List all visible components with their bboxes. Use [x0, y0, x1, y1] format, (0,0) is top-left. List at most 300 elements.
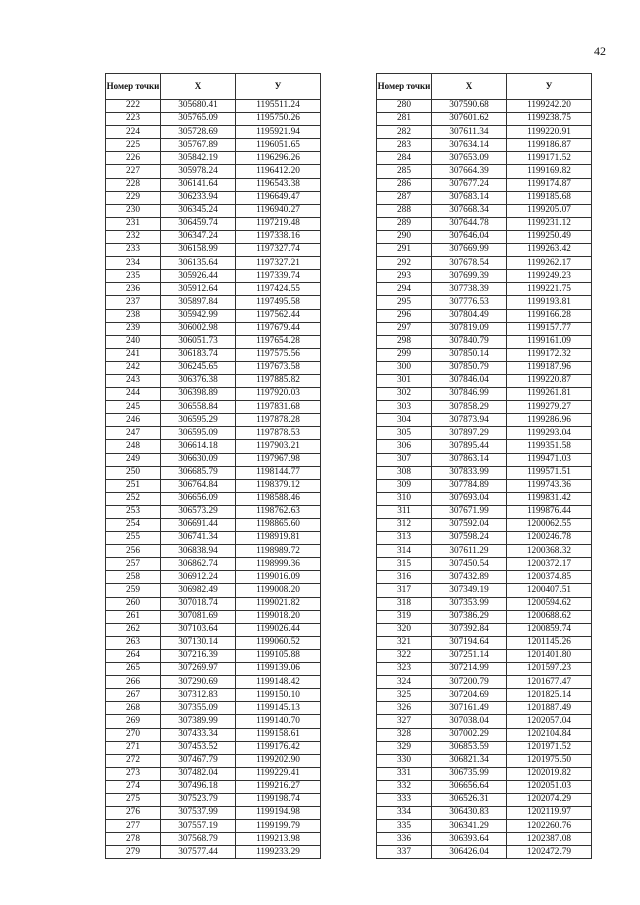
cell-point-number: 288 — [377, 204, 432, 217]
table-row — [377, 545, 592, 558]
cell-y: 1201971.52 — [507, 741, 592, 754]
table-row — [377, 532, 592, 545]
cell-x: 306838.94 — [161, 545, 236, 558]
table-row — [377, 453, 592, 466]
cell-x: 306573.29 — [161, 505, 236, 518]
cell-x: 306158.99 — [161, 244, 236, 257]
cell-y: 1201597.23 — [507, 663, 592, 676]
cell-y: 1201677.47 — [507, 676, 592, 689]
cell-point-number: 320 — [377, 623, 432, 636]
cell-y: 1202472.79 — [507, 846, 592, 859]
cell-point-number: 242 — [106, 361, 161, 374]
cell-x: 306347.24 — [161, 230, 236, 243]
cell-y: 1199743.36 — [507, 479, 592, 492]
table-row — [377, 152, 592, 165]
cell-x: 307103.64 — [161, 623, 236, 636]
cell-x: 307290.69 — [161, 676, 236, 689]
cell-x: 307557.19 — [161, 820, 236, 833]
cell-point-number: 307 — [377, 453, 432, 466]
cell-x: 306735.99 — [432, 767, 507, 780]
table-row — [377, 165, 592, 178]
table-row — [377, 636, 592, 649]
cell-x: 306656.64 — [432, 780, 507, 793]
table-row — [377, 492, 592, 505]
cell-y: 1202074.29 — [507, 793, 592, 806]
table-row — [106, 636, 321, 649]
cell-y: 1199198.74 — [236, 793, 321, 806]
cell-x: 307389.99 — [161, 715, 236, 728]
cell-x: 307214.99 — [432, 663, 507, 676]
cell-point-number: 243 — [106, 374, 161, 387]
cell-x: 305680.41 — [161, 100, 236, 113]
cell-y: 1199249.23 — [507, 270, 592, 283]
cell-x: 307840.79 — [432, 335, 507, 348]
table-row — [377, 505, 592, 518]
cell-y: 1199213.98 — [236, 833, 321, 846]
cell-x: 307611.29 — [432, 545, 507, 558]
cell-y: 1199186.87 — [507, 139, 592, 152]
cell-y: 1199139.06 — [236, 663, 321, 676]
table-row — [106, 348, 321, 361]
table-row — [106, 401, 321, 414]
cell-x: 307216.39 — [161, 649, 236, 662]
cell-x: 306183.74 — [161, 348, 236, 361]
cell-point-number: 322 — [377, 649, 432, 662]
table-row — [377, 270, 592, 283]
table-row — [377, 217, 592, 230]
cell-x: 306614.18 — [161, 440, 236, 453]
table-row — [106, 754, 321, 767]
table-row — [106, 610, 321, 623]
cell-y: 1199202.90 — [236, 754, 321, 767]
cell-y: 1199008.20 — [236, 584, 321, 597]
cell-x: 305728.69 — [161, 126, 236, 139]
cell-x: 306135.64 — [161, 257, 236, 270]
cell-point-number: 285 — [377, 165, 432, 178]
table-row — [106, 728, 321, 741]
table-row — [106, 453, 321, 466]
cell-x: 307895.44 — [432, 440, 507, 453]
cell-x: 307568.79 — [161, 833, 236, 846]
cell-point-number: 244 — [106, 388, 161, 401]
table-row — [377, 479, 592, 492]
table-row — [106, 466, 321, 479]
table-row — [377, 702, 592, 715]
cell-y: 1200407.51 — [507, 584, 592, 597]
cell-point-number: 312 — [377, 519, 432, 532]
cell-x: 307644.78 — [432, 217, 507, 230]
cell-x: 306656.09 — [161, 492, 236, 505]
table-row — [106, 113, 321, 126]
table-row — [106, 335, 321, 348]
cell-y: 1197878.53 — [236, 427, 321, 440]
cell-y: 1202119.97 — [507, 807, 592, 820]
cell-y: 1199150.10 — [236, 689, 321, 702]
cell-point-number: 325 — [377, 689, 432, 702]
table-row — [106, 296, 321, 309]
table-row — [106, 139, 321, 152]
cell-point-number: 252 — [106, 492, 161, 505]
table-row — [106, 532, 321, 545]
table-row — [377, 741, 592, 754]
cell-y: 1196412.20 — [236, 165, 321, 178]
cell-point-number: 266 — [106, 676, 161, 689]
cell-x: 307601.62 — [432, 113, 507, 126]
cell-x: 307668.34 — [432, 204, 507, 217]
cell-y: 1197424.55 — [236, 283, 321, 296]
table-body-right — [377, 100, 592, 859]
cell-y: 1199199.79 — [236, 820, 321, 833]
cell-y: 1198865.60 — [236, 519, 321, 532]
cell-y: 1199221.75 — [507, 283, 592, 296]
cell-point-number: 311 — [377, 505, 432, 518]
cell-point-number: 296 — [377, 309, 432, 322]
cell-x: 307386.29 — [432, 610, 507, 623]
table-row — [106, 479, 321, 492]
cell-y: 1197338.16 — [236, 230, 321, 243]
table-row — [377, 361, 592, 374]
cell-x: 307592.04 — [432, 519, 507, 532]
page-number: 42 — [594, 44, 606, 58]
cell-x: 307598.24 — [432, 532, 507, 545]
table-row — [106, 440, 321, 453]
table-row — [377, 309, 592, 322]
cell-y: 1199166.28 — [507, 309, 592, 322]
cell-point-number: 321 — [377, 636, 432, 649]
cell-point-number: 241 — [106, 348, 161, 361]
cell-point-number: 329 — [377, 741, 432, 754]
table-row — [106, 545, 321, 558]
table-row — [377, 623, 592, 636]
cell-point-number: 308 — [377, 466, 432, 479]
cell-x: 307453.52 — [161, 741, 236, 754]
cell-x: 307482.04 — [161, 767, 236, 780]
table-row — [377, 126, 592, 139]
cell-x: 307450.54 — [432, 558, 507, 571]
cell-y: 1197495.58 — [236, 296, 321, 309]
cell-point-number: 318 — [377, 597, 432, 610]
table-row — [377, 689, 592, 702]
cell-x: 305842.19 — [161, 152, 236, 165]
cell-y: 1200859.74 — [507, 623, 592, 636]
cell-point-number: 315 — [377, 558, 432, 571]
cell-point-number: 251 — [106, 479, 161, 492]
cell-y: 1202019.82 — [507, 767, 592, 780]
cell-y: 1197327.21 — [236, 257, 321, 270]
cell-x: 307664.39 — [432, 165, 507, 178]
cell-point-number: 256 — [106, 545, 161, 558]
table-row — [377, 440, 592, 453]
cell-x: 306741.34 — [161, 532, 236, 545]
cell-x: 307496.18 — [161, 780, 236, 793]
table-row — [106, 322, 321, 335]
cell-y: 1199220.91 — [507, 126, 592, 139]
cell-point-number: 327 — [377, 715, 432, 728]
cell-point-number: 305 — [377, 427, 432, 440]
table-row — [377, 584, 592, 597]
table-row — [106, 715, 321, 728]
table-row — [377, 466, 592, 479]
cell-y: 1199351.58 — [507, 440, 592, 453]
cell-y: 1197575.56 — [236, 348, 321, 361]
table-row — [377, 663, 592, 676]
cell-point-number: 267 — [106, 689, 161, 702]
cell-point-number: 300 — [377, 361, 432, 374]
cell-x: 306595.29 — [161, 414, 236, 427]
cell-x: 307784.89 — [432, 479, 507, 492]
cell-point-number: 293 — [377, 270, 432, 283]
table-row — [106, 702, 321, 715]
cell-x: 307693.04 — [432, 492, 507, 505]
cell-point-number: 309 — [377, 479, 432, 492]
cell-x: 307577.44 — [161, 846, 236, 859]
cell-y: 1200688.62 — [507, 610, 592, 623]
cell-y: 1199229.41 — [236, 767, 321, 780]
cell-point-number: 337 — [377, 846, 432, 859]
cell-point-number: 263 — [106, 636, 161, 649]
table-row — [106, 361, 321, 374]
cell-y: 1197327.74 — [236, 244, 321, 257]
cell-y: 1197967.98 — [236, 453, 321, 466]
cell-x: 307467.79 — [161, 754, 236, 767]
cell-x: 307251.14 — [432, 649, 507, 662]
cell-y: 1200246.78 — [507, 532, 592, 545]
cell-y: 1195750.26 — [236, 113, 321, 126]
cell-point-number: 248 — [106, 440, 161, 453]
cell-x: 307204.69 — [432, 689, 507, 702]
cell-point-number: 306 — [377, 440, 432, 453]
table-row — [106, 414, 321, 427]
cell-y: 1195921.94 — [236, 126, 321, 139]
cell-point-number: 245 — [106, 401, 161, 414]
cell-x: 307353.99 — [432, 597, 507, 610]
cell-point-number: 223 — [106, 113, 161, 126]
cell-x: 307355.09 — [161, 702, 236, 715]
cell-y: 1198919.81 — [236, 532, 321, 545]
cell-y: 1199262.17 — [507, 257, 592, 270]
table-row — [377, 767, 592, 780]
table-row — [377, 597, 592, 610]
table-row — [377, 519, 592, 532]
cell-y: 1199231.12 — [507, 217, 592, 230]
cell-point-number: 336 — [377, 833, 432, 846]
cell-x: 307819.09 — [432, 322, 507, 335]
table-row — [377, 401, 592, 414]
cell-y: 1199876.44 — [507, 505, 592, 518]
cell-point-number: 302 — [377, 388, 432, 401]
cell-x: 307392.84 — [432, 623, 507, 636]
table-row — [377, 676, 592, 689]
table-row — [106, 519, 321, 532]
cell-x: 307850.14 — [432, 348, 507, 361]
cell-point-number: 273 — [106, 767, 161, 780]
cell-point-number: 237 — [106, 296, 161, 309]
cell-x: 307683.14 — [432, 191, 507, 204]
cell-point-number: 250 — [106, 466, 161, 479]
table-row — [377, 558, 592, 571]
cell-x: 306426.04 — [432, 846, 507, 859]
cell-point-number: 255 — [106, 532, 161, 545]
cell-y: 1197679.44 — [236, 322, 321, 335]
cell-x: 305942.99 — [161, 309, 236, 322]
cell-y: 1199060.52 — [236, 636, 321, 649]
table-row — [377, 715, 592, 728]
cell-point-number: 331 — [377, 767, 432, 780]
cell-point-number: 271 — [106, 741, 161, 754]
cell-x: 305926.44 — [161, 270, 236, 283]
cell-y: 1199145.13 — [236, 702, 321, 715]
table-row — [377, 649, 592, 662]
table-row — [377, 100, 592, 113]
cell-x: 306376.38 — [161, 374, 236, 387]
cell-point-number: 298 — [377, 335, 432, 348]
cell-point-number: 301 — [377, 374, 432, 387]
table-row — [377, 348, 592, 361]
cell-x: 307269.97 — [161, 663, 236, 676]
cell-y: 1201401.80 — [507, 649, 592, 662]
cell-x: 307018.74 — [161, 597, 236, 610]
cell-x: 306393.64 — [432, 833, 507, 846]
cell-point-number: 289 — [377, 217, 432, 230]
cell-y: 1199021.82 — [236, 597, 321, 610]
cell-y: 1199220.87 — [507, 374, 592, 387]
cell-x: 307858.29 — [432, 401, 507, 414]
table-row — [106, 374, 321, 387]
cell-point-number: 290 — [377, 230, 432, 243]
cell-point-number: 225 — [106, 139, 161, 152]
cell-y: 1198144.77 — [236, 466, 321, 479]
cell-point-number: 249 — [106, 453, 161, 466]
cell-x: 305897.84 — [161, 296, 236, 309]
cell-point-number: 274 — [106, 780, 161, 793]
table-row — [377, 388, 592, 401]
cell-y: 1197339.74 — [236, 270, 321, 283]
cell-y: 1198379.12 — [236, 479, 321, 492]
cell-x: 307349.19 — [432, 584, 507, 597]
cell-y: 1197654.28 — [236, 335, 321, 348]
table-row — [106, 126, 321, 139]
cell-point-number: 324 — [377, 676, 432, 689]
cell-y: 1199250.49 — [507, 230, 592, 243]
cell-y: 1202104.84 — [507, 728, 592, 741]
cell-y: 1201825.14 — [507, 689, 592, 702]
cell-y: 1199171.52 — [507, 152, 592, 165]
cell-y: 1200372.17 — [507, 558, 592, 571]
cell-point-number: 330 — [377, 754, 432, 767]
table-row — [106, 793, 321, 806]
cell-point-number: 269 — [106, 715, 161, 728]
table-row — [106, 767, 321, 780]
cell-point-number: 228 — [106, 178, 161, 191]
table-row — [106, 597, 321, 610]
cell-x: 307846.04 — [432, 374, 507, 387]
cell-y: 1199157.77 — [507, 322, 592, 335]
table-row — [106, 492, 321, 505]
table-row — [377, 296, 592, 309]
cell-x: 306595.09 — [161, 427, 236, 440]
cell-y: 1199016.09 — [236, 571, 321, 584]
table-row — [106, 257, 321, 270]
cell-point-number: 287 — [377, 191, 432, 204]
header-x: X — [161, 74, 236, 100]
cell-x: 306526.31 — [432, 793, 507, 806]
cell-x: 306982.49 — [161, 584, 236, 597]
cell-x: 306141.64 — [161, 178, 236, 191]
cell-y: 1199176.42 — [236, 741, 321, 754]
table-row — [106, 388, 321, 401]
table-row — [106, 270, 321, 283]
cell-y: 1199174.87 — [507, 178, 592, 191]
table-row — [377, 204, 592, 217]
cell-x: 307523.79 — [161, 793, 236, 806]
cell-point-number: 332 — [377, 780, 432, 793]
cell-y: 1198999.36 — [236, 558, 321, 571]
cell-y: 1197562.44 — [236, 309, 321, 322]
table-row — [106, 741, 321, 754]
cell-y: 1202051.03 — [507, 780, 592, 793]
cell-point-number: 231 — [106, 217, 161, 230]
cell-y: 1199831.42 — [507, 492, 592, 505]
cell-y: 1197878.28 — [236, 414, 321, 427]
cell-point-number: 275 — [106, 793, 161, 806]
cell-y: 1199261.81 — [507, 388, 592, 401]
table-row — [377, 807, 592, 820]
cell-y: 1199238.75 — [507, 113, 592, 126]
cell-x: 307669.99 — [432, 244, 507, 257]
table-row — [377, 427, 592, 440]
header-point-number: Номер точки — [377, 74, 432, 100]
cell-point-number: 310 — [377, 492, 432, 505]
cell-y: 1198588.46 — [236, 492, 321, 505]
cell-point-number: 297 — [377, 322, 432, 335]
cell-point-number: 277 — [106, 820, 161, 833]
table-row — [106, 217, 321, 230]
header-y: У — [507, 74, 592, 100]
table-row — [377, 754, 592, 767]
cell-x: 305765.09 — [161, 113, 236, 126]
table-row — [377, 571, 592, 584]
cell-y: 1196543.38 — [236, 178, 321, 191]
cell-point-number: 270 — [106, 728, 161, 741]
cell-point-number: 236 — [106, 283, 161, 296]
cell-y: 1199172.32 — [507, 348, 592, 361]
cell-y: 1199185.68 — [507, 191, 592, 204]
table-row — [106, 676, 321, 689]
cell-point-number: 284 — [377, 152, 432, 165]
cell-x: 306233.94 — [161, 191, 236, 204]
cell-y: 1196649.47 — [236, 191, 321, 204]
cell-x: 307432.89 — [432, 571, 507, 584]
table-row — [377, 414, 592, 427]
cell-y: 1197903.21 — [236, 440, 321, 453]
table-row — [377, 335, 592, 348]
cell-y: 1199216.27 — [236, 780, 321, 793]
table-row — [106, 309, 321, 322]
cell-y: 1197673.58 — [236, 361, 321, 374]
cell-point-number: 259 — [106, 584, 161, 597]
cell-x: 306345.24 — [161, 204, 236, 217]
cell-point-number: 313 — [377, 532, 432, 545]
cell-point-number: 280 — [377, 100, 432, 113]
table-row — [106, 204, 321, 217]
cell-y: 1199161.09 — [507, 335, 592, 348]
cell-point-number: 260 — [106, 597, 161, 610]
cell-point-number: 333 — [377, 793, 432, 806]
table-row — [377, 257, 592, 270]
table-row — [106, 846, 321, 859]
cell-point-number: 239 — [106, 322, 161, 335]
table-row — [106, 283, 321, 296]
